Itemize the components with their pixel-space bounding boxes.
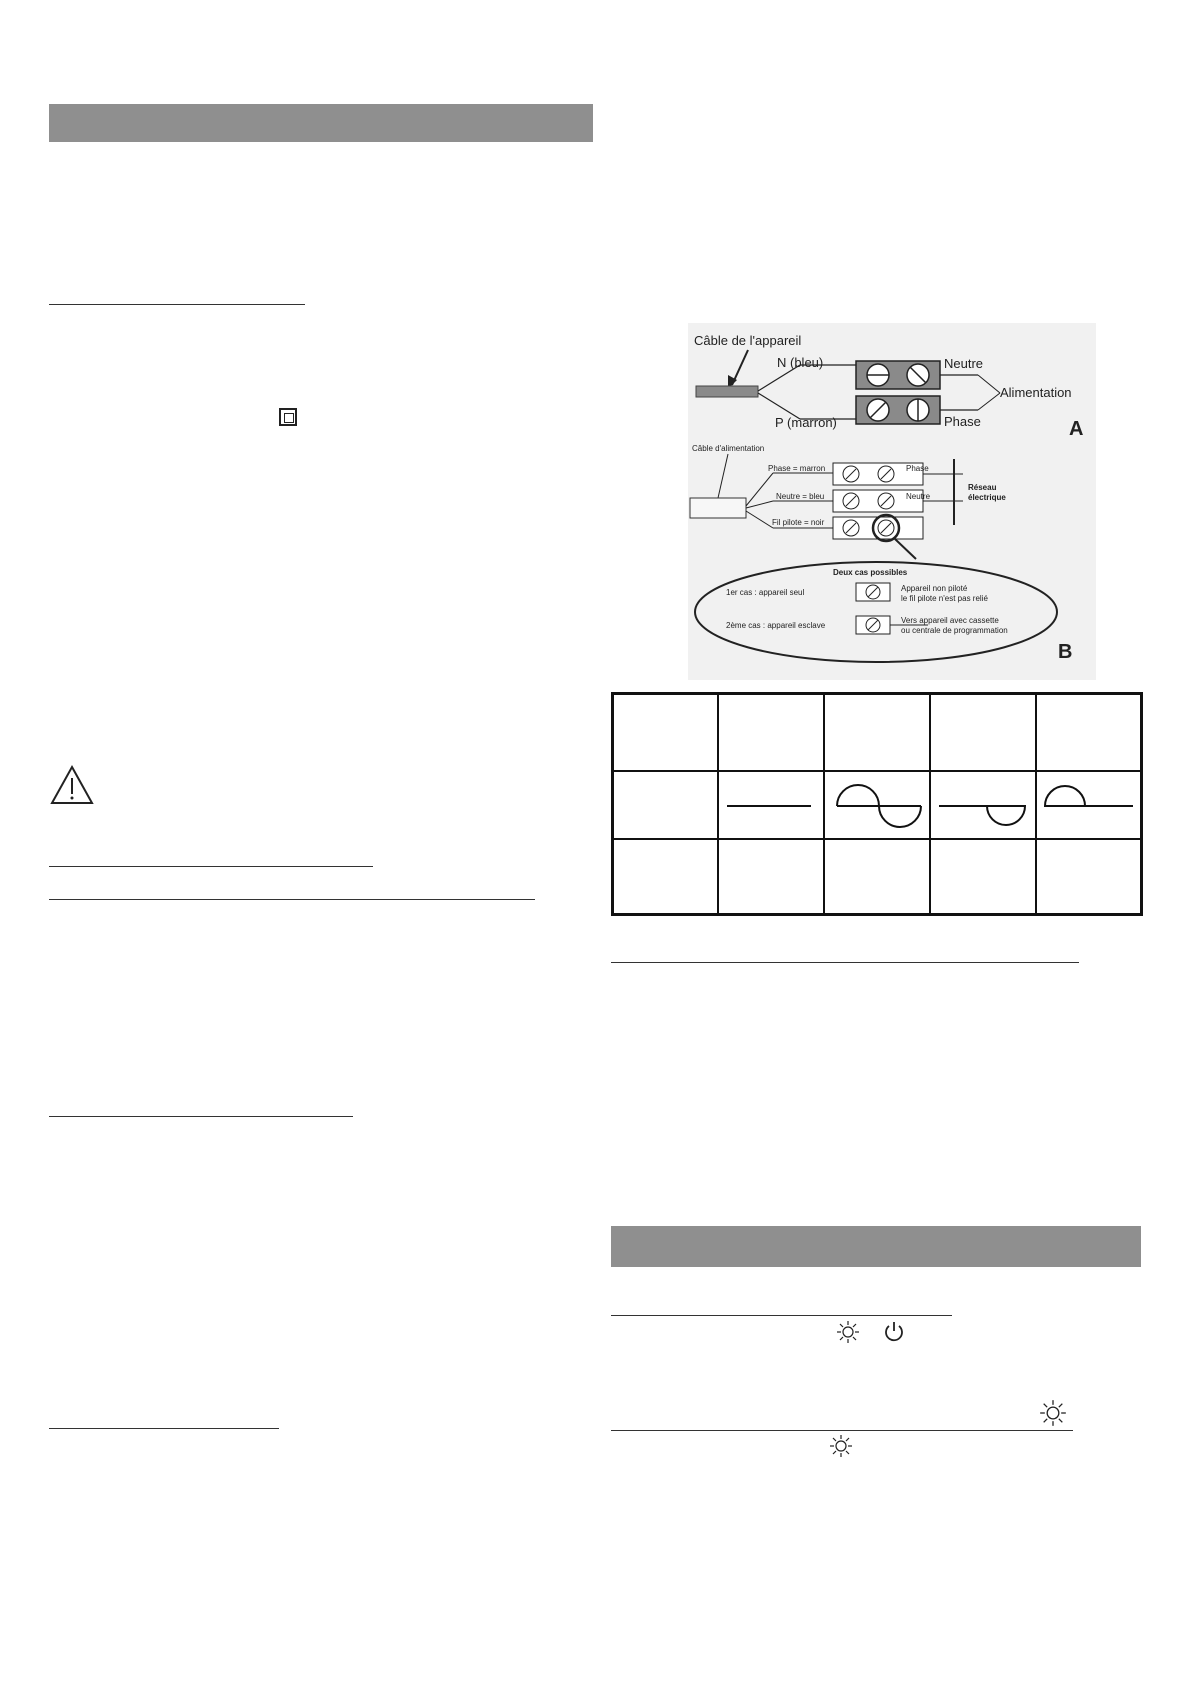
diagram-b-letter: B — [1058, 641, 1073, 663]
diagram-b-case2-desc-2: ou centrale de programmation — [901, 626, 1008, 635]
diagram-a-letter: A — [1069, 418, 1084, 440]
diagram-a-cable — [696, 386, 758, 397]
diagram-b-row2-left: Neutre = bleu — [776, 492, 825, 501]
diagram-b-case2-desc-1: Vers appareil avec cassette — [901, 616, 999, 625]
diagram-a-alimentation-label: Alimentation — [1000, 385, 1072, 400]
diagram-b-case1-label: 1er cas : appareil seul — [726, 588, 805, 597]
signal-table — [611, 692, 1143, 916]
diagram-a-p-label: P (marron) — [775, 415, 837, 430]
heading-underline-5 — [49, 1428, 279, 1429]
heading-underline-right-2 — [611, 1315, 952, 1316]
diagram-b-case1-desc-2: le fil pilote n'est pas relié — [901, 594, 988, 603]
heading-underline-3 — [49, 899, 535, 900]
diagram-a-cable-label: Câble de l'appareil — [694, 333, 802, 348]
diagram-a-phase-label: Phase — [944, 414, 981, 429]
diagram-b-case2-label: 2ème cas : appareil esclave — [726, 621, 826, 630]
heading-underline-right-1 — [611, 962, 1079, 963]
heading-underline-4 — [49, 1116, 353, 1117]
wiring-diagram — [688, 323, 1096, 680]
diagram-b-network-line2: électrique — [968, 493, 1006, 502]
diagram-b-case1-desc-1: Appareil non piloté — [901, 584, 968, 593]
diagram-b-row2-right: Neutre — [906, 492, 931, 501]
diagram-b-network-line1: Réseau — [968, 483, 997, 492]
heading-underline-1 — [49, 304, 305, 305]
section-header-bar-right — [611, 1226, 1141, 1267]
diagram-b-cable-label: Câble d'alimentation — [692, 444, 765, 453]
diagram-b-cases-ellipse — [695, 562, 1057, 662]
warning-triangle-icon — [49, 764, 95, 806]
diagram-b-row1-right: Phase — [906, 464, 929, 473]
heading-underline-right-3 — [611, 1430, 1073, 1431]
section-header-bar-left — [49, 104, 593, 142]
diagram-a-neutre-label: Neutre — [944, 356, 984, 371]
sun-icon — [1039, 1399, 1067, 1427]
diagram-b-cases-title: Deux cas possibles — [833, 568, 908, 577]
diagram-b-cable — [690, 498, 746, 518]
diagram-b-row1-left: Phase = marron — [768, 464, 826, 473]
double-insulation-icon — [279, 408, 297, 426]
heading-underline-2 — [49, 866, 373, 867]
sun-icon — [829, 1434, 853, 1458]
sun-icon — [836, 1320, 860, 1344]
diagram-b-row3-left: Fil pilote = noir — [772, 518, 825, 527]
diagram-a-n-label: N (bleu) — [777, 355, 824, 370]
power-icon — [882, 1320, 906, 1344]
